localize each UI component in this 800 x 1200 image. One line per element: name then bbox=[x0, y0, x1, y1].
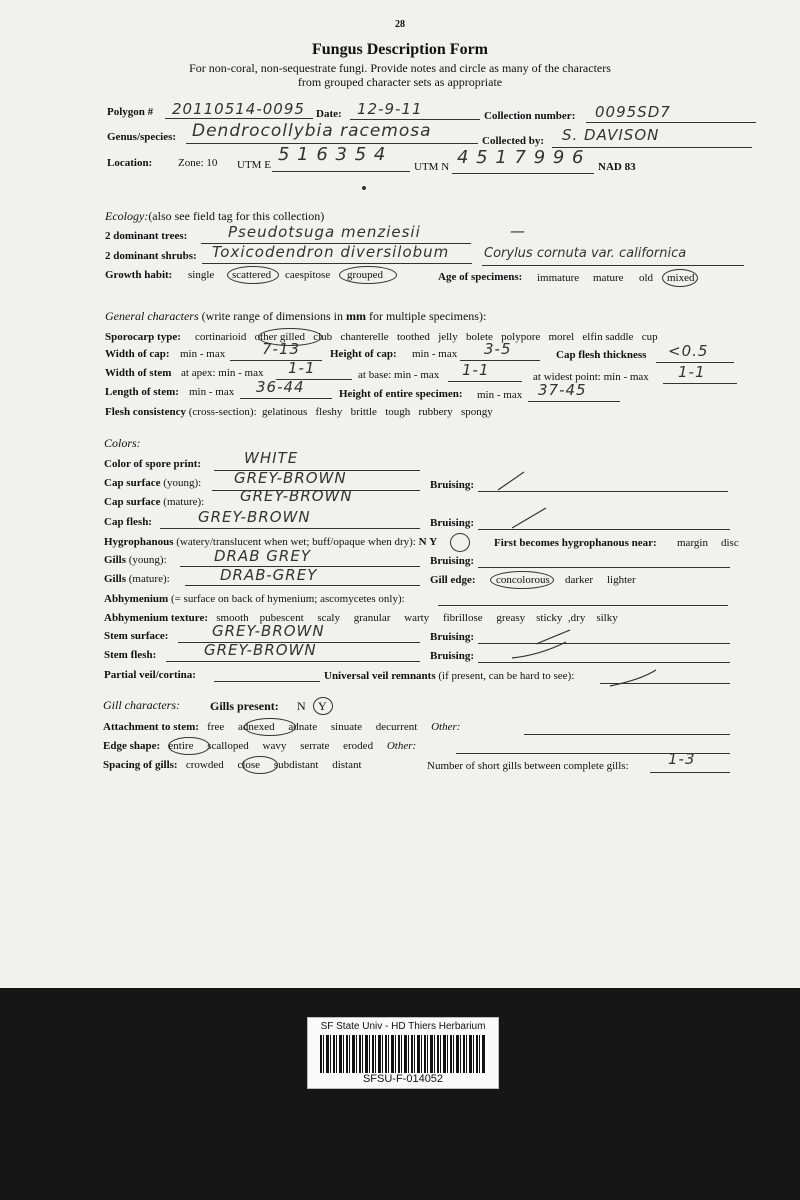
universal-veil-row bbox=[324, 670, 574, 683]
general-note-a: (write range of dimensions in bbox=[201, 309, 343, 323]
stem-base-line bbox=[448, 381, 522, 382]
attach-free: free bbox=[207, 721, 225, 733]
height-cap-label: Height of cap: bbox=[330, 348, 397, 360]
cap-flesh-value: GREY-BROWN bbox=[198, 508, 311, 526]
sporo-jelly: jelly bbox=[438, 331, 458, 343]
utm-e-label: UTM E bbox=[237, 159, 271, 171]
length-stem-label: Length of stem: bbox=[105, 386, 179, 398]
barcode-icon bbox=[320, 1035, 486, 1073]
gills-mature-p: (mature): bbox=[128, 573, 170, 585]
growth-scattered-circle bbox=[227, 266, 279, 284]
spore-print-label: Color of spore print: bbox=[104, 458, 202, 470]
edge-eroded: eroded bbox=[343, 740, 374, 752]
stem-widest-line bbox=[663, 383, 737, 384]
hygro-margin: margin bbox=[677, 537, 708, 549]
sporo-cortinarioid: cortinarioid bbox=[195, 331, 247, 343]
gills-present-label: Gills present: bbox=[210, 699, 279, 713]
cap-mature-label: Cap surface bbox=[104, 496, 161, 508]
attach-decurrent: decurrent bbox=[375, 721, 418, 733]
mark-dot bbox=[362, 186, 366, 190]
dominant-trees-value-2: — bbox=[510, 222, 526, 240]
gill-edge-concolorous-circle bbox=[490, 571, 554, 589]
hygro-disc: disc bbox=[721, 537, 739, 549]
stem-flesh-line bbox=[166, 661, 420, 662]
edge-entire-circle bbox=[168, 737, 210, 755]
abhymenium-line bbox=[438, 605, 728, 606]
location-label: Location: bbox=[107, 157, 153, 169]
length-stem-minmax: min - max bbox=[189, 386, 235, 398]
attach-adnexed: adnexed bbox=[238, 721, 275, 733]
sporo-chanterelle: chanterelle bbox=[340, 331, 389, 343]
polygon-value: 20110514-0095 bbox=[172, 100, 305, 118]
abhy-dry: ,dry bbox=[567, 612, 586, 624]
flesh-consistency-label: Flesh consistency bbox=[105, 406, 186, 418]
gills-young-bruising-label: Bruising: bbox=[430, 555, 475, 567]
length-stem-value: 36-44 bbox=[256, 378, 305, 396]
sporo-toothed: toothed bbox=[396, 331, 430, 343]
edge-shape-label: Edge shape: bbox=[103, 740, 161, 752]
ecology-note: (also see field tag for this collection) bbox=[148, 209, 325, 223]
gill-characters-heading: Gill characters: bbox=[103, 698, 180, 712]
form-title: Fungus Description Form bbox=[312, 41, 488, 58]
growth-grouped: grouped bbox=[347, 269, 384, 281]
abhy-silky: silky bbox=[596, 612, 618, 624]
gills-present-n: N bbox=[297, 699, 306, 713]
general-label: General characters bbox=[105, 309, 199, 323]
polygon-label: Polygon # bbox=[107, 106, 154, 118]
abhymenium-texture-label: Abhymenium texture: bbox=[104, 612, 208, 624]
hygrophanous-n-circle bbox=[450, 533, 470, 552]
abhy-smooth: smooth bbox=[216, 612, 249, 624]
dominant-shrubs-line bbox=[202, 263, 472, 264]
specimen-code: SFSU-F-014052 bbox=[362, 1073, 444, 1085]
gill-edge-concolorous: concolorous bbox=[496, 574, 550, 586]
attach-adnate: adnate bbox=[288, 721, 318, 733]
height-cap-minmax: min - max bbox=[412, 348, 458, 360]
stem-flesh-bruising-label: Bruising: bbox=[430, 650, 475, 662]
nad-label: NAD 83 bbox=[598, 161, 636, 173]
flesh-rubbery: rubbery bbox=[418, 406, 453, 418]
universal-veil-line bbox=[600, 683, 730, 684]
cap-young-p: (young): bbox=[163, 477, 202, 489]
collection-number-label: Collection number: bbox=[484, 110, 576, 122]
colors-heading: Colors: bbox=[104, 436, 141, 450]
abhy-pubescent: pubescent bbox=[259, 612, 304, 624]
utm-n-line bbox=[452, 173, 594, 174]
spacing-row bbox=[103, 759, 362, 772]
dominant-trees-value: Pseudotsuga menziesii bbox=[228, 223, 421, 241]
length-stem-line bbox=[240, 398, 332, 399]
width-cap-value: 7-13 bbox=[262, 340, 301, 358]
short-gills-value: 1-3 bbox=[668, 750, 696, 768]
spacing-distant: distant bbox=[332, 759, 362, 771]
edge-other-label: Other: bbox=[386, 740, 417, 752]
flesh-spongy: spongy bbox=[460, 406, 493, 418]
stem-flesh-bruising-line bbox=[478, 662, 730, 663]
herbarium-label bbox=[307, 1017, 499, 1089]
date-line bbox=[350, 119, 480, 120]
abhymenium-texture-row bbox=[104, 612, 618, 625]
height-specimen-minmax: min - max bbox=[477, 389, 523, 401]
height-specimen-line bbox=[528, 401, 620, 402]
height-cap-value: 3-5 bbox=[484, 340, 512, 358]
growth-caespitose: caespitose bbox=[285, 269, 331, 281]
at-base-label: at base: min - max bbox=[358, 369, 440, 381]
cap-young-bruising-mark bbox=[498, 472, 524, 490]
dominant-shrubs-value: Toxicodendron diversilobum bbox=[212, 243, 450, 261]
growth-single: single bbox=[188, 269, 215, 281]
stem-surface-value: GREY-BROWN bbox=[212, 622, 325, 640]
stem-apex-value: 1-1 bbox=[288, 359, 316, 377]
stem-surface-bruising-mark bbox=[536, 630, 570, 644]
dominant-shrubs-label: 2 dominant shrubs: bbox=[105, 250, 197, 262]
age-old: old bbox=[639, 272, 654, 284]
polygon-line bbox=[165, 118, 313, 119]
sporo-other-gilled: other gilled bbox=[254, 331, 305, 343]
width-cap-label: Width of cap: bbox=[105, 348, 170, 360]
attachment-other-line bbox=[524, 734, 730, 735]
cap-flesh-line bbox=[160, 528, 420, 529]
age-label: Age of specimens: bbox=[438, 271, 523, 283]
abhymenium-label: Abhymenium bbox=[104, 593, 169, 605]
edge-scalloped: scalloped bbox=[207, 740, 249, 752]
gills-present-y: Y bbox=[318, 699, 327, 713]
general-note-b: for multiple specimens): bbox=[368, 309, 487, 323]
stem-surface-label: Stem surface: bbox=[104, 630, 169, 642]
growth-habit-label: Growth habit: bbox=[105, 269, 173, 281]
stem-surface-bruising-label: Bruising: bbox=[430, 631, 475, 643]
width-stem-label: Width of stem bbox=[105, 367, 172, 379]
utm-e-line bbox=[272, 171, 410, 172]
page-number: 28 bbox=[395, 19, 405, 30]
spore-print-value: WHITE bbox=[244, 449, 299, 467]
general-heading bbox=[105, 310, 486, 323]
short-gills-line bbox=[650, 772, 730, 773]
gill-edge-label: Gill edge: bbox=[430, 574, 476, 586]
spacing-subdistant: subdistant bbox=[273, 759, 319, 771]
stem-flesh-bruising-mark bbox=[512, 642, 566, 658]
sporo-elfin-saddle: elfin saddle bbox=[582, 331, 634, 343]
attach-adnexed-circle bbox=[244, 718, 296, 736]
spacing-label: Spacing of gills: bbox=[103, 759, 178, 771]
cap-young-value: GREY-BROWN bbox=[234, 469, 347, 487]
abhy-granular: granular bbox=[353, 612, 391, 624]
hygrophanous-n: N bbox=[418, 536, 427, 548]
genus-species-value: Dendrocollybia racemosa bbox=[192, 121, 432, 141]
collection-number-line bbox=[586, 122, 756, 123]
abhymenium-row bbox=[104, 593, 405, 606]
cap-young-bruising-line bbox=[478, 491, 728, 492]
gills-young-bruising-line bbox=[478, 567, 730, 568]
age-mature: mature bbox=[593, 272, 624, 284]
height-specimen-value: 37-45 bbox=[538, 381, 587, 399]
flesh-tough: tough bbox=[385, 406, 411, 418]
sporo-bolete: bolete bbox=[466, 331, 493, 343]
partial-veil-line bbox=[214, 681, 320, 682]
gills-present-y-circle bbox=[313, 697, 333, 715]
ecology-label: Ecology: bbox=[105, 209, 149, 223]
collected-by-label: Collected by: bbox=[482, 135, 545, 147]
abhymenium-note: (= surface on back of hymenium; ascomycetes only): bbox=[170, 593, 405, 605]
ecology-heading bbox=[105, 210, 324, 223]
sporo-polypore: polypore bbox=[501, 331, 541, 343]
hygrophanous-label: Hygrophanous bbox=[104, 536, 174, 548]
cap-young-row bbox=[104, 477, 201, 490]
spacing-crowded: crowded bbox=[185, 759, 224, 771]
age-immature: immature bbox=[537, 272, 580, 284]
hygrophanous-y: Y bbox=[429, 536, 438, 548]
abhy-warty: warty bbox=[404, 612, 430, 624]
spacing-close: close bbox=[237, 759, 261, 771]
short-gills-label: Number of short gills between complete gills: bbox=[427, 760, 629, 772]
gills-young-value: DRAB GREY bbox=[214, 547, 311, 565]
dominant-shrubs-value-2: Corylus cornuta var. californica bbox=[484, 246, 687, 261]
edge-serrate: serrate bbox=[300, 740, 330, 752]
form-subtitle-2: from grouped character sets as appropriate bbox=[297, 75, 503, 89]
cap-flesh-thickness-label: Cap flesh thickness bbox=[556, 349, 647, 361]
hygrophanous-note: (watery/translucent when wet; buff/opaque when dry): bbox=[176, 536, 416, 548]
cap-flesh-label: Cap flesh: bbox=[104, 516, 152, 528]
cap-mature-p: (mature): bbox=[163, 496, 205, 508]
collection-number-value: 0095SD7 bbox=[595, 103, 671, 121]
abhy-sticky: sticky bbox=[536, 612, 563, 624]
sporo-cup: cup bbox=[641, 331, 658, 343]
gills-young-p: (young): bbox=[128, 554, 167, 566]
flesh-consistency-row bbox=[105, 406, 493, 419]
partial-veil-label: Partial veil/cortina: bbox=[104, 669, 196, 681]
gills-young-row bbox=[104, 554, 167, 567]
flesh-brittle: brittle bbox=[350, 406, 377, 418]
zone-label: Zone: 10 bbox=[178, 157, 218, 169]
spacing-close-circle bbox=[242, 756, 278, 774]
cap-young-bruising-label: Bruising: bbox=[430, 479, 475, 491]
cap-flesh-bruising-line bbox=[478, 529, 730, 530]
stem-surface-bruising-line bbox=[478, 643, 730, 644]
general-note-mm: mm bbox=[345, 309, 366, 323]
date-label: Date: bbox=[316, 108, 342, 120]
stem-base-value: 1-1 bbox=[462, 361, 490, 379]
sporocarp-label: Sporocarp type: bbox=[105, 331, 181, 343]
gills-mature-value: DRAB-GREY bbox=[220, 566, 318, 584]
cap-flesh-thickness-value: <0.5 bbox=[668, 342, 709, 360]
flesh-fleshy: fleshy bbox=[315, 406, 343, 418]
edge-shape-row bbox=[103, 740, 416, 753]
growth-grouped-circle bbox=[339, 266, 397, 284]
stem-widest-value: 1-1 bbox=[678, 363, 706, 381]
edge-wavy: wavy bbox=[262, 740, 287, 752]
stem-flesh-label: Stem flesh: bbox=[104, 649, 157, 661]
gills-mature-label: Gills bbox=[104, 573, 127, 585]
date-value: 12-9-11 bbox=[357, 100, 423, 118]
genus-species-label: Genus/species: bbox=[107, 131, 177, 143]
stem-flesh-value: GREY-BROWN bbox=[204, 641, 317, 659]
abhy-greasy: greasy bbox=[496, 612, 526, 624]
at-apex-label: at apex: min - max bbox=[181, 367, 264, 379]
utm-n-value: 4 5 1 7 9 9 6 bbox=[457, 147, 585, 168]
utm-e-value: 5 1 6 3 5 4 bbox=[278, 144, 387, 165]
gills-mature-line bbox=[185, 585, 420, 586]
sporo-morel: morel bbox=[548, 331, 575, 343]
gill-edge-darker: darker bbox=[565, 574, 594, 586]
gills-mature-row bbox=[104, 573, 170, 586]
age-mixed-circle bbox=[662, 269, 698, 287]
attach-sinuate: sinuate bbox=[330, 721, 363, 733]
flesh-gelatinous: gelatinous bbox=[262, 406, 308, 418]
universal-veil-label: Universal veil remnants bbox=[324, 670, 436, 682]
attachment-label: Attachment to stem: bbox=[103, 721, 199, 733]
cap-mature-row bbox=[104, 496, 204, 509]
cap-mature-value: GREY-BROWN bbox=[240, 487, 353, 505]
herbarium-name: SF State Univ - HD Thiers Herbarium bbox=[320, 1021, 486, 1032]
cap-young-label: Cap surface bbox=[104, 477, 161, 489]
growth-scattered: scattered bbox=[232, 269, 272, 281]
attachment-other-label: Other: bbox=[431, 721, 461, 733]
gill-edge-lighter: lighter bbox=[607, 574, 636, 586]
height-specimen-label: Height of entire specimen: bbox=[339, 388, 463, 400]
at-widest-label: at widest point: min - max bbox=[533, 371, 649, 383]
form-subtitle-1: For non-coral, non-sequestrate fungi. Provide notes and circle as many of the characters bbox=[189, 61, 611, 75]
abhy-scaly: scaly bbox=[317, 612, 340, 624]
gills-young-label: Gills bbox=[104, 554, 127, 566]
cap-flesh-bruising-mark bbox=[512, 508, 546, 528]
width-cap-minmax: min - max bbox=[180, 348, 226, 360]
collected-by-value: S. DAVISON bbox=[562, 126, 660, 144]
flesh-consistency-note: (cross-section): bbox=[188, 406, 257, 418]
sporo-club: club bbox=[313, 331, 333, 343]
utm-n-label: UTM N bbox=[414, 161, 450, 173]
first-hygro-label: First becomes hygrophanous near: bbox=[494, 537, 657, 549]
abhy-fibrillose: fibrillose bbox=[442, 612, 483, 624]
dominant-trees-label: 2 dominant trees: bbox=[105, 230, 188, 242]
universal-veil-note: (if present, can be hard to see): bbox=[438, 670, 575, 682]
cap-flesh-bruising-label: Bruising: bbox=[430, 517, 475, 529]
dominant-shrubs-line-2 bbox=[482, 265, 744, 266]
edge-entire: entire bbox=[168, 740, 194, 752]
age-mixed: mixed bbox=[667, 272, 695, 284]
